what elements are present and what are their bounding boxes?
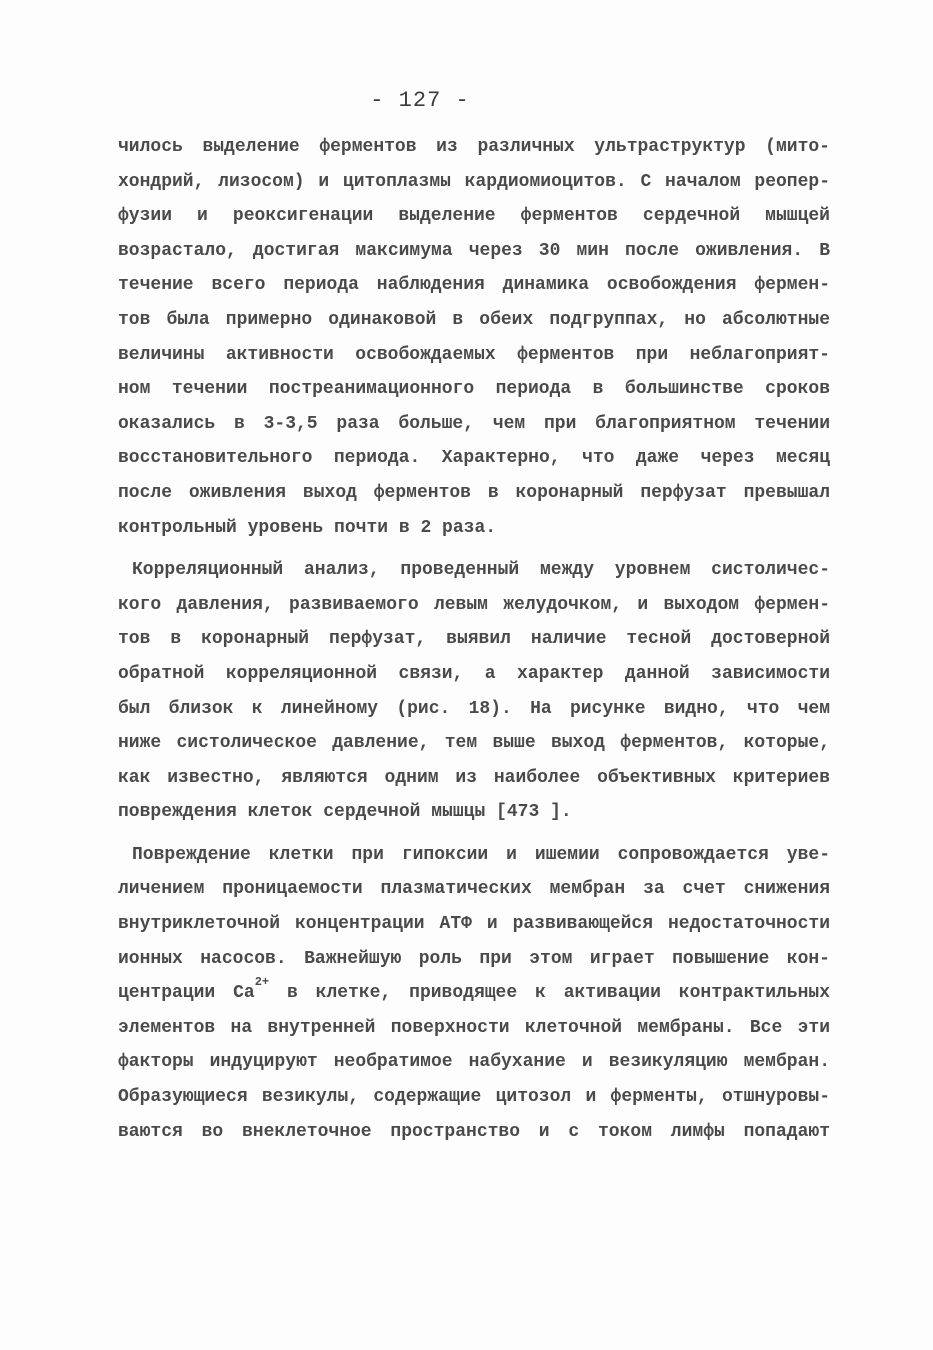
text-line: восстановительного периода. Характерно, что даже через месяц <box>118 448 830 469</box>
text-line: кого давления, развиваемого левым желудочком, и выходом фермен- <box>118 594 830 615</box>
text-line: фузии и реоксигенации выделение ферментов сердечной мышцей <box>118 206 830 227</box>
paragraph-3 <box>118 838 830 1149</box>
text-line: внутриклеточной концентрации АТФ и развивающейся недостаточности <box>118 914 830 935</box>
text-line: Корреляционный анализ, проведенный между уровнем систоличес- <box>132 560 830 581</box>
text-line: величины активности освобождаемых ферментов при неблагоприят- <box>118 344 830 365</box>
text-line: личением проницаемости плазматических мембран за счет снижения <box>118 879 830 900</box>
text-line: чилось выделение ферментов из различных ультраструктур (мито- <box>118 137 830 157</box>
text-line: ваются во внеклеточное пространство и с током лимфы попадают <box>118 1121 830 1142</box>
text-line: элементов на внутренней поверхности клеточной мембраны. Все эти <box>118 1017 830 1038</box>
text-line: ном течении постреанимационного периода в большинстве сроков <box>118 379 830 400</box>
text-line: был близок к линейному (рис. 18). На рисунке видно, что чем <box>118 698 830 719</box>
superscript: 2+ <box>254 976 270 990</box>
text-line: обратной корреляционной связи, а характер данной зависимости <box>118 663 830 684</box>
text-line-with-superscript: центрации $Ca^{2+}$ в клетке, приводящее к активации контрактильных <box>118 976 830 1004</box>
paragraph-1 <box>118 130 830 545</box>
page-number: - 127 - <box>370 88 470 113</box>
text-line: оказались в 3-3,5 раза больше, чем при благоприятном течении <box>118 413 830 434</box>
text-line: факторы индуцируют необратимое набухание и везикуляцию мембран. <box>118 1052 830 1073</box>
text-line: ионных насосов. Важнейшую роль при этом играет повышение кон- <box>118 948 830 969</box>
paragraph-2 <box>118 553 830 830</box>
text-line: Повреждение клетки при гипоксии и ишемии сопровождается уве- <box>132 844 830 865</box>
text-line: Образующиеся везикулы, содержащие цитозол и ферменты, отшнуровы- <box>118 1087 830 1108</box>
text-line: как известно, являются одним из наиболее объективных критериев <box>118 767 830 788</box>
text-line: после оживления выход ферментов в коронарный перфузат превышал <box>118 482 830 503</box>
text-line: ниже систолическое давление, тем выше выход ферментов, которые, <box>118 733 830 754</box>
text-line: тов в коронарный перфузат, выявил наличие тесной достоверной <box>118 629 830 650</box>
text-line: возрастало, достигая максимума через 30 мин после оживления. В <box>118 240 830 261</box>
document-text <box>118 130 830 1149</box>
text-line: тов была примерно одинаковой в обеих подгруппах, но абсолютные <box>118 309 830 330</box>
text-line: хондрий, лизосом) и цитоплазмы кардиомиоцитов. С началом реопер- <box>118 171 830 192</box>
text-line: повреждения клеток сердечной мышцы [473 ]. <box>118 802 572 823</box>
text-line: течение всего периода наблюдения динамика освобождения фермен- <box>118 275 830 296</box>
text-line: контрольный уровень почти в 2 раза. <box>118 517 497 538</box>
